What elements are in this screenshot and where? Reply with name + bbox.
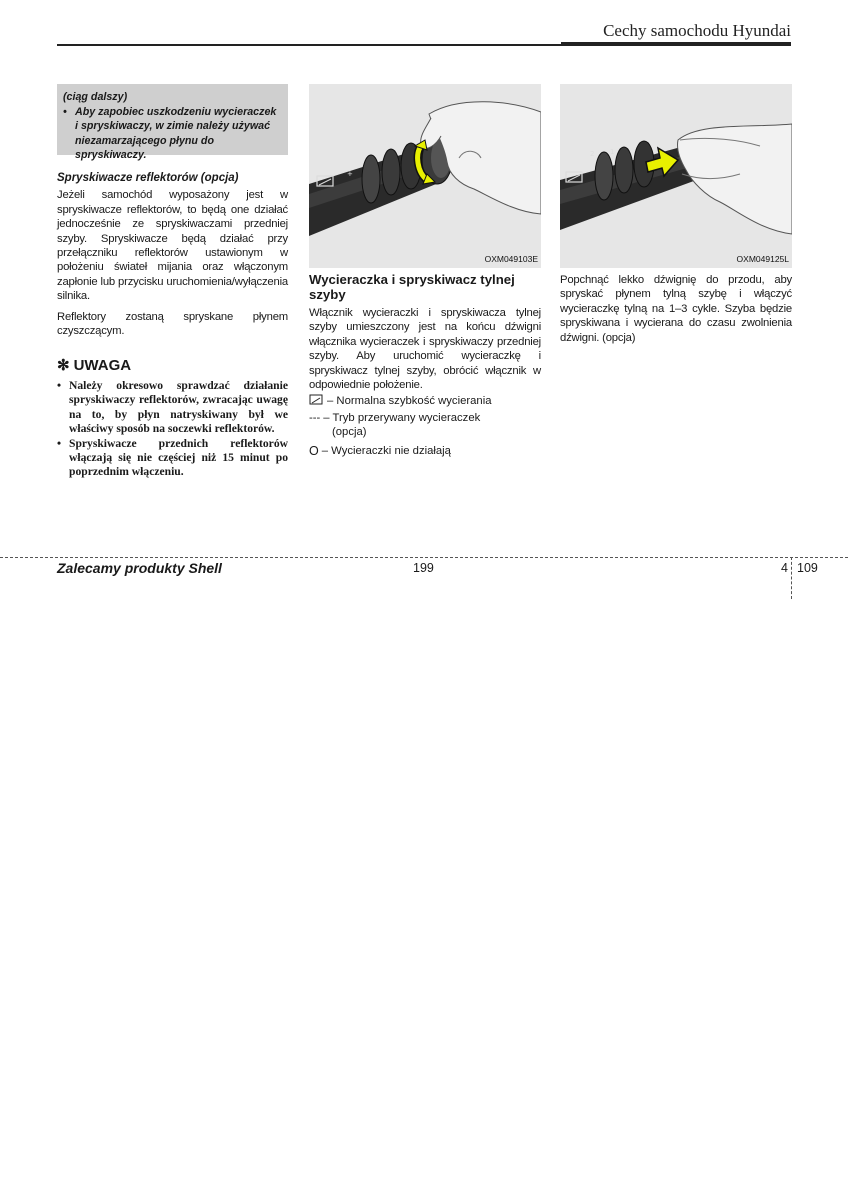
mode-intermittent bbox=[309, 411, 541, 425]
wiper-symbol-icon bbox=[309, 394, 325, 406]
warning-list bbox=[57, 379, 288, 480]
continued-label: (ciąg dalszy) bbox=[63, 91, 128, 103]
warning-heading bbox=[57, 359, 288, 373]
mode-intermittent-option: (opcja) bbox=[332, 426, 367, 439]
header-rule-accent bbox=[561, 42, 791, 46]
footer-pdf-page: 199 bbox=[413, 561, 434, 575]
wiper-lever-rotate-illustration bbox=[309, 84, 541, 268]
body-paragraph: Popchnąć lekko dźwignię do przodu, aby spryskać płynem tylną szybę i włączyć wycieraczkę tylną na 1–3 cykle. Szyba będzie spryskiwana i wycierana do czasu zwolnienia dźwigni. (opcja) bbox=[560, 274, 792, 344]
mode-off-symbol: O bbox=[309, 443, 319, 458]
bullet-dot: • bbox=[57, 436, 62, 450]
mode-normal-text: – Normalna szybkość wycierania bbox=[327, 395, 492, 408]
note-bullet bbox=[63, 105, 282, 163]
footer-vertical-rule bbox=[791, 557, 792, 599]
figure-code: OXM049125L bbox=[736, 253, 789, 264]
figure-rear-washer-push bbox=[560, 84, 792, 268]
svg-text:2: 2 bbox=[590, 150, 595, 158]
body-paragraph: Reflektory zostaną spryskane płynem czyszczącym. bbox=[57, 310, 288, 338]
footer-sponsor: Zalecamy produkty Shell bbox=[57, 560, 222, 576]
note-bullet-text: Aby zapobiec uszkodzeniu wycieraczek i spryskiwaczy, w zimie należy używać niezamarzającego płynu do spryskiwaczy. bbox=[75, 105, 277, 162]
body-paragraph: Jeżeli samochód wyposażony jest w spryskiwacze reflektorów, to będą one działać jednocześnie ze spryskiwaczami przedniej szyby. Spryskiwacze będą działać przy przełączniku reflektorów ustawionym w położeniu świateł mijania oraz włączonym zapłonie lub przycisku uruchomienia/wyłączenia silnika. bbox=[57, 189, 288, 303]
mode-off-text: – Wycieraczki nie działają bbox=[321, 444, 451, 457]
warning-item bbox=[57, 437, 288, 480]
svg-text:1: 1 bbox=[610, 148, 615, 156]
bullet-dot: • bbox=[57, 378, 62, 392]
bullet-dot: • bbox=[63, 105, 67, 118]
warning-star-icon: ✻ bbox=[57, 357, 70, 375]
footer-section-number: 4 bbox=[781, 561, 788, 575]
mode-intermittent-text: – Tryb przerywany wycieraczek bbox=[323, 411, 481, 424]
footer-dashed-rule bbox=[0, 557, 848, 558]
warning-item bbox=[57, 379, 288, 437]
figure-code: OXM049103E bbox=[484, 253, 538, 264]
mode-intermittent-symbol: --- bbox=[309, 411, 321, 424]
wiper-lever-push-illustration bbox=[560, 84, 792, 268]
mode-normal bbox=[309, 394, 541, 408]
figure-rear-wiper-rotate bbox=[309, 84, 541, 268]
section-subheading: Spryskiwacze reflektorów (opcja) bbox=[57, 172, 239, 184]
footer-page-number: 109 bbox=[797, 561, 818, 575]
body-paragraph: Włącznik wycieraczki i spryskiwacza tylnej szyby umieszczony jest na końcu dźwigni włącznika wycieraczek i spryskiwaczy przedniej szyby. Aby uruchomić wycieraczkę i spryskiwacz tylnej szyby, obrócić włącznik w odpowiednie położenie. bbox=[309, 307, 541, 392]
warning-item-text: Spryskiwacze przednich reflektorów włączają się nie częściej niż 15 minut po poprzednim włączeniu. bbox=[69, 436, 288, 479]
warning-title: UWAGA bbox=[73, 357, 132, 375]
left-column bbox=[57, 84, 288, 480]
right-column bbox=[560, 84, 792, 351]
middle-column bbox=[309, 84, 541, 458]
section-heading: Wycieraczka i spryskiwacz tylnej szyby bbox=[309, 272, 515, 302]
continued-note-box bbox=[57, 84, 288, 162]
warning-item-text: Należy okresowo sprawdzać działanie spryskiwaczy reflektorów, zwracając uwagę na to, by płyn natryskiwany był we właściwy sposób na soczewki reflektorów. bbox=[69, 378, 288, 436]
header-title: Cechy samochodu Hyundai bbox=[603, 21, 791, 40]
mode-off bbox=[309, 444, 541, 458]
svg-text:+: + bbox=[347, 170, 353, 178]
